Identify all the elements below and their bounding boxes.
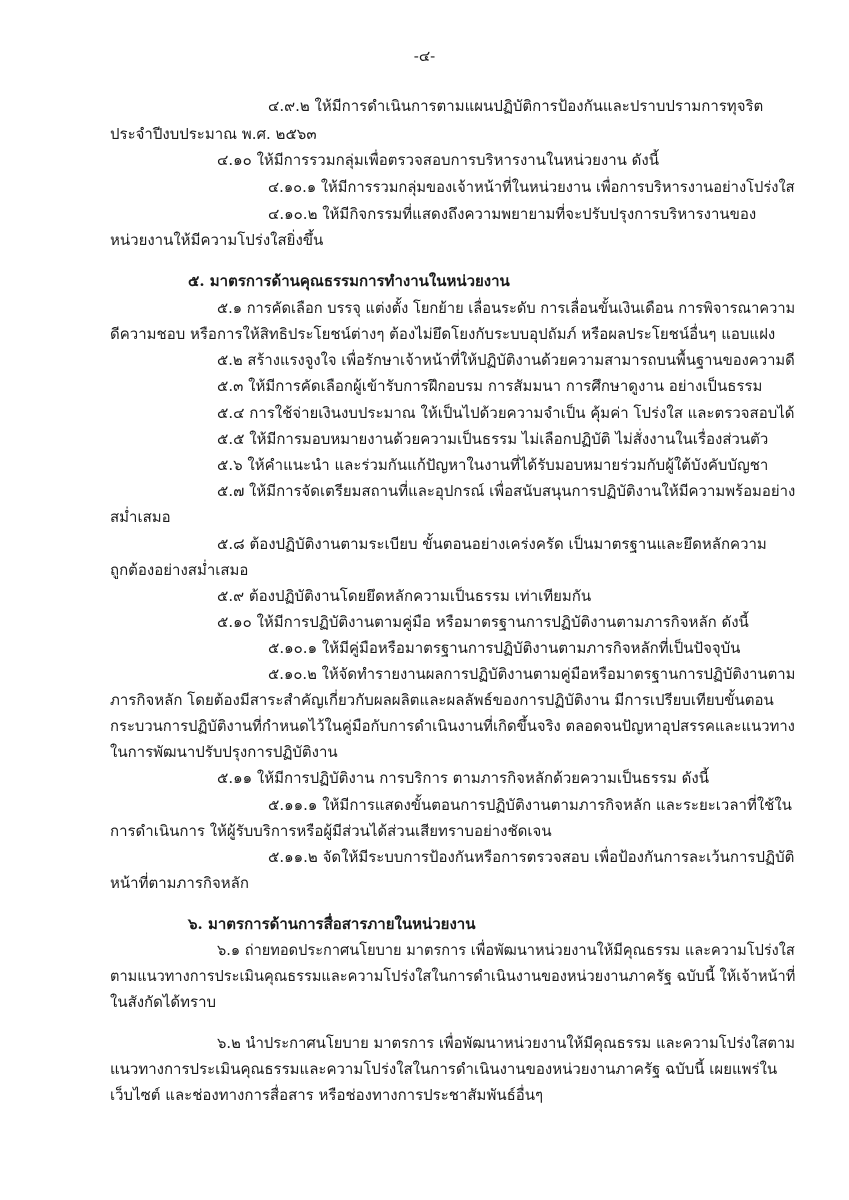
text-line: ถูกต้องอย่างสม่ำเสมอ	[110, 561, 249, 579]
text-line: สม่ำเสมอ	[110, 508, 171, 526]
text-line: เว็บไซต์ และช่องทางการสื่อสาร หรือช่องทางการประชาสัมพันธ์อื่นๆ	[110, 1086, 544, 1104]
text-line: ๔.๑๐.๑ ให้มีการรวมกลุ่มของเจ้าหน้าที่ในหน่วยงาน เพื่อการบริหารงานอย่างโปร่งใส	[268, 178, 795, 196]
text-line: ๔.๑๐.๒ ให้มีกิจกรรมที่แสดงถึงความพยายามที่จะปรับปรุงการบริหารงานของ	[268, 205, 757, 223]
text-line: ๔.๑๐ ให้มีการรวมกลุ่มเพื่อตรวจสอบการบริหารงานในหน่วยงาน ดังนี้	[217, 151, 660, 169]
text-line: ๕.๗ ให้มีการจัดเตรียมสถานที่และอุปกรณ์ เพื่อสนับสนุนการปฏิบัติงานให้มีความพร้อมอย่าง	[217, 482, 796, 500]
text-line: ๕.๔ การใช้จ่ายเงินงบประมาณ ให้เป็นไปด้วยความจำเป็น คุ้มค่า โปร่งใส และตรวจสอบได้	[217, 404, 795, 422]
text-line: ในสังกัดได้ทราบ	[110, 993, 217, 1011]
text-line: ๕.๑๐ ให้มีการปฏิบัติงานตามคู่มือ หรือมาตรฐานการปฏิบัติงานตามภารกิจหลัก ดังนี้	[217, 613, 749, 631]
text-line: ตามแนวทางการประเมินคุณธรรมและความโปร่งใสในการดำเนินงานของหน่วยงานภาครัฐ ฉบับนี้ ให้เจ้าหน้าที่	[110, 967, 796, 985]
text-line: ๕.๑๐.๑ ให้มีคู่มือหรือมาตรฐานการปฏิบัติงานตามภารกิจหลักที่เป็นปัจจุบัน	[268, 639, 741, 657]
text-line: ๕.๕ ให้มีการมอบหมายงานด้วยความเป็นธรรม ไม่เลือกปฏิบัติ ไม่สั่งงานในเรื่องส่วนตัว	[217, 430, 769, 448]
text-line: ในการพัฒนาปรับปรุงการปฏิบัติงาน	[110, 743, 338, 761]
text-line: ๕.๖ ให้คำแนะนำ และร่วมกันแก้ปัญหาในงานที่ได้รับมอบหมายร่วมกับผู้ใต้บังคับบัญชา	[217, 456, 769, 474]
text-line: ๖.๑ ถ่ายทอดประกาศนโยบาย มาตรการ เพื่อพัฒนาหน่วยงานให้มีคุณธรรม และความโปร่งใส	[217, 941, 795, 959]
text-line: กระบวนการปฏิบัติงานที่กำหนดไว้ในคู่มือกับการดำเนินงานที่เกิดขึ้นจริง ตลอดจนปัญหาอุปสรรคและแนวทาง	[110, 717, 795, 735]
page-number: -๔-	[413, 47, 436, 65]
text-line: ๔.๙.๒ ให้มีการดำเนินการตามแผนปฏิบัติการป้องกันและปราบปรามการทุจริต	[268, 97, 764, 115]
text-line: ๕.๑๑.๑ ให้มีการแสดงขั้นตอนการปฏิบัติงานตามภารกิจหลัก และระยะเวลาที่ใช้ใน	[268, 796, 792, 814]
section-heading: ๕. มาตรการด้านคุณธรรมการทำงานในหน่วยงาน	[188, 272, 510, 290]
text-line: ๕.๑๑ ให้มีการปฏิบัติงาน การบริการ ตามภารกิจหลักด้วยความเป็นธรรม ดังนี้	[217, 769, 710, 787]
text-line: ๕.๙ ต้องปฏิบัติงานโดยยึดหลักความเป็นธรรม เท่าเทียมกัน	[217, 587, 592, 605]
section-heading: ๖. มาตรการด้านการสื่อสารภายในหน่วยงาน	[188, 915, 476, 933]
text-line: ๕.๒ สร้างแรงจูงใจ เพื่อรักษาเจ้าหน้าที่ให้ปฏิบัติงานด้วยความสามารถบนพื้นฐานของความดี	[217, 351, 795, 369]
text-line: ภารกิจหลัก โดยต้องมีสาระสำคัญเกี่ยวกับผลผลิตและผลลัพธ์ของการปฏิบัติงาน มีการเปรียบเทียบขั้นตอน	[110, 691, 774, 709]
text-line: ๕.๓ ให้มีการคัดเลือกผู้เข้ารับการฝึกอบรม การสัมมนา การศึกษาดูงาน อย่างเป็นธรรม	[217, 377, 763, 395]
text-line: ดีความชอบ หรือการให้สิทธิประโยชน์ต่างๆ ต้องไม่ยึดโยงกับระบบอุปถัมภ์ หรือผลประโยชน์อื่นๆ แอบแฝง	[110, 325, 776, 343]
text-line: ๕.๑ การคัดเลือก บรรจุ แต่งตั้ง โยกย้าย เลื่อนระดับ การเลื่อนขั้นเงินเดือน การพิจารณาความ	[217, 299, 796, 317]
text-line: ๕.๑๐.๒ ให้จัดทำรายงานผลการปฏิบัติงานตามคู่มือหรือมาตรฐานการปฏิบัติงานตาม	[268, 665, 796, 683]
text-line: ๕.๘ ต้องปฏิบัติงานตามระเบียบ ขั้นตอนอย่างเคร่งครัด เป็นมาตรฐานและยึดหลักความ	[217, 535, 767, 553]
text-line: การดำเนินการ ให้ผู้รับบริการหรือผู้มีส่วนได้ส่วนเสียทราบอย่างชัดเจน	[110, 822, 552, 840]
text-line: ประจำปีงบประมาณ พ.ศ. ๒๕๖๓	[110, 125, 317, 143]
text-line: ๖.๒ นำประกาศนโยบาย มาตรการ เพื่อพัฒนาหน่วยงานให้มีคุณธรรม และความโปร่งใสตาม	[217, 1034, 795, 1052]
text-line: หน่วยงานให้มีความโปร่งใสยิ่งขึ้น	[110, 231, 324, 249]
text-line: แนวทางการประเมินคุณธรรมและความโปร่งใสในการดำเนินงานของหน่วยงานภาครัฐ ฉบับนี้ เผยแพร่ใน	[110, 1060, 778, 1078]
text-line: ๕.๑๑.๒ จัดให้มีระบบการป้องกันหรือการตรวจสอบ เพื่อป้องกันการละเว้นการปฏิบัติ	[268, 848, 795, 866]
text-line: หน้าที่ตามภารกิจหลัก	[110, 874, 249, 892]
